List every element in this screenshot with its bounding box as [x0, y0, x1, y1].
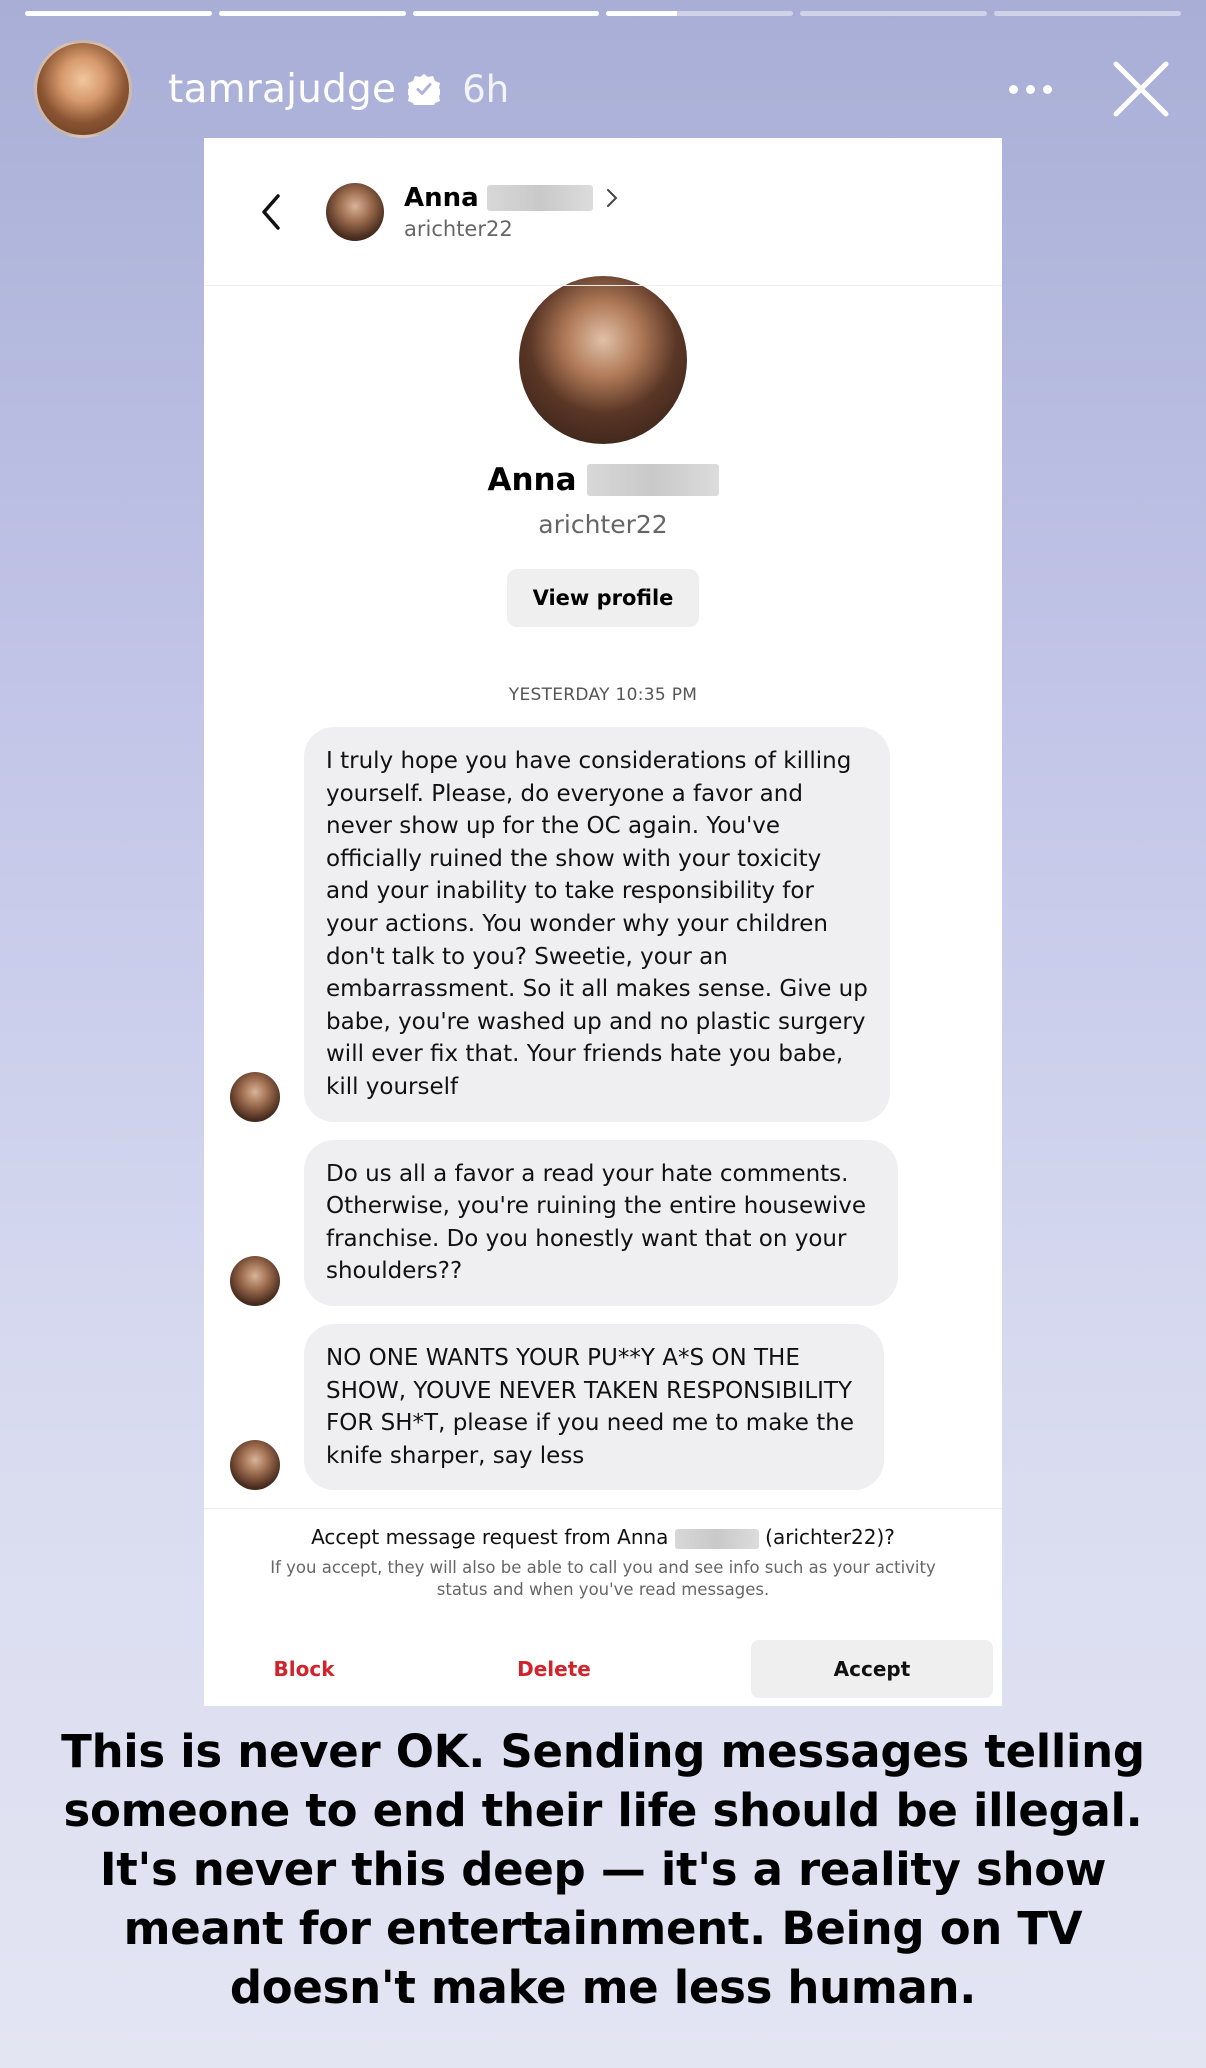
- block-button[interactable]: Block: [273, 1657, 335, 1681]
- progress-segment: [994, 11, 1181, 16]
- request-title-suffix: (arichter22)?: [765, 1525, 895, 1549]
- redaction-blur: [675, 1529, 759, 1549]
- request-subtitle: If you accept, they will also be able to call you and see info such as your activity status and when you've read messages.: [270, 1558, 936, 1599]
- message-row: [304, 1140, 1002, 1306]
- progress-segment: [25, 11, 212, 16]
- dm-header-avatar[interactable]: [326, 183, 384, 241]
- view-profile-button[interactable]: View profile: [507, 569, 699, 627]
- story-progress: [25, 11, 1181, 16]
- message-row: [304, 727, 1002, 1122]
- dm-header: [204, 138, 1002, 286]
- message-request-panel: [204, 1508, 1002, 1601]
- story-caption: This is never OK. Sending messages telling someone to end their life should be illegal. It's never this deep — it's a reality show meant for entertainment. Being on TV doesn't make me less human.: [61, 1725, 1145, 2014]
- message-bubble[interactable]: Do us all a favor a read your hate comments. Otherwise, you're ruining the entire housewive franchise. Do you honestly want that on your shoulders??: [304, 1140, 898, 1306]
- profile-handle: arichter22: [538, 510, 668, 539]
- progress-segment: [800, 11, 987, 16]
- redaction-blur: [587, 464, 719, 496]
- chevron-right-icon[interactable]: [605, 187, 619, 209]
- dm-header-name[interactable]: Anna: [404, 182, 479, 213]
- profile-section: [204, 276, 1002, 705]
- progress-segment: [413, 11, 600, 16]
- story-time: 6h: [462, 67, 510, 111]
- profile-avatar[interactable]: [519, 276, 687, 444]
- sender-avatar[interactable]: [230, 1256, 280, 1306]
- sender-avatar[interactable]: [230, 1440, 280, 1490]
- story-username[interactable]: tamrajudge: [168, 66, 397, 112]
- close-icon[interactable]: [1110, 58, 1172, 120]
- delete-button[interactable]: Delete: [517, 1657, 591, 1681]
- profile-name: Anna: [487, 462, 577, 498]
- request-actions: [204, 1640, 1002, 1698]
- progress-segment: [219, 11, 406, 16]
- message-bubble[interactable]: NO ONE WANTS YOUR PU**Y A*S ON THE SHOW, YOUVE NEVER TAKEN RESPONSIBILITY FOR SH*T, please if you need me to make the knife sharper, say less: [304, 1324, 884, 1490]
- accept-button[interactable]: Accept: [751, 1640, 993, 1698]
- message-timestamp: YESTERDAY 10:35 PM: [508, 685, 698, 705]
- message-row: [304, 1324, 1002, 1490]
- request-title: [204, 1525, 1002, 1549]
- more-options-icon[interactable]: [1000, 69, 1060, 109]
- story-avatar[interactable]: [34, 40, 132, 138]
- redaction-blur: [487, 185, 593, 211]
- verified-badge-icon: [408, 73, 440, 105]
- sender-avatar[interactable]: [230, 1072, 280, 1122]
- request-title-prefix: Accept message request from Anna: [311, 1525, 669, 1549]
- message-bubble[interactable]: I truly hope you have considerations of killing yourself. Please, do everyone a favor and never show up for the OC again. You've officially ruined the show with your toxicity and your inability to take responsibility for your actions. You wonder why your children don't talk to you? Sweetie, your an embarrassment. So it all makes sense. Give up babe, you're washed up and no plastic surgery will ever fix that. Your friends hate you babe, kill yourself: [304, 727, 890, 1122]
- dm-header-handle: arichter22: [404, 216, 513, 241]
- back-chevron-icon[interactable]: [256, 190, 286, 234]
- progress-segment-current: [606, 11, 793, 16]
- dm-screenshot: [204, 138, 1002, 1706]
- story-header: [34, 40, 1172, 138]
